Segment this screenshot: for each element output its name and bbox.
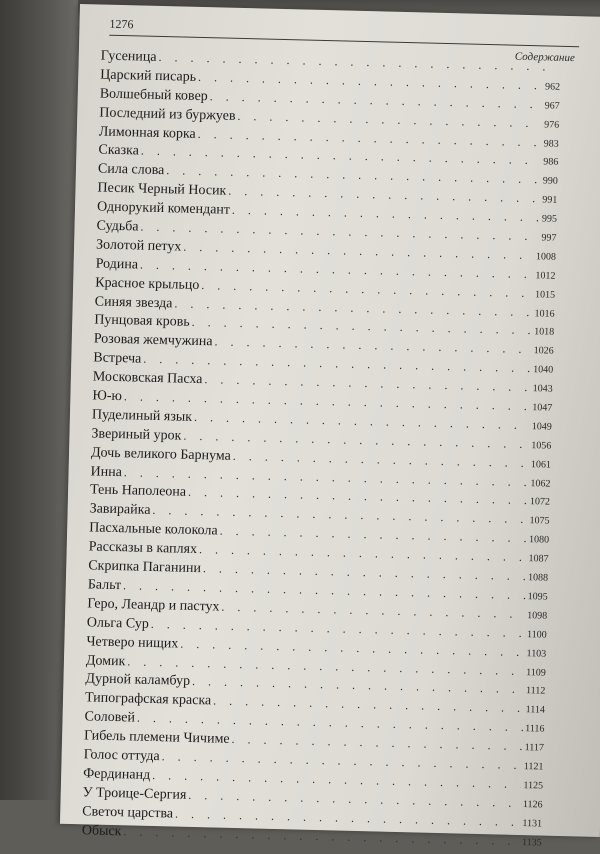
toc-entry-page-number: 1026 xyxy=(533,345,554,358)
toc-entry-page-number: 990 xyxy=(542,175,558,188)
toc-entry-page-number: 967 xyxy=(544,100,560,112)
toc-entry-page-number: 1080 xyxy=(528,534,550,546)
toc-entry-title: У Троице-Сергия xyxy=(82,785,187,803)
running-head: Содержание xyxy=(514,50,575,65)
toc-entry-page-number: 1126 xyxy=(522,798,543,811)
toc-entry-title: Пунцовая кровь xyxy=(94,312,190,331)
toc-entry-title: Лимонная корка xyxy=(98,124,196,142)
toc-entry-title: Песик Черный Носик xyxy=(97,180,227,199)
toc-entry-title: Золотой петух xyxy=(95,237,182,255)
toc-entry-title: Царский писарь xyxy=(100,67,197,85)
toc-entry-title: Ю-ю xyxy=(92,388,123,405)
toc-entry-title: Типографская краска xyxy=(84,690,212,709)
toc-entry-page-number: 1047 xyxy=(532,402,553,414)
toc-entry-page-number: 1103 xyxy=(526,647,547,660)
toc-entry-title: Бальт xyxy=(87,577,122,594)
toc-entry-title: Завирайка xyxy=(89,501,151,519)
toc-entry-page-number: 1043 xyxy=(532,383,553,395)
table-of-contents xyxy=(82,47,561,851)
toc-entry-title: Однорукий комендант xyxy=(96,199,231,218)
toc-entry-title: Волшебный ковер xyxy=(99,86,208,104)
toc-entry-title: Синяя звезда xyxy=(94,294,173,311)
toc-entry-title: Обыск xyxy=(81,822,122,839)
toc-entry-page-number: 1056 xyxy=(531,439,552,452)
toc-entry-title: Сказка xyxy=(98,142,140,159)
toc-entry-page-number: 1109 xyxy=(526,666,546,679)
toc-entry-page-number: 995 xyxy=(541,213,558,225)
header-rule xyxy=(109,35,579,47)
toc-entry-page-number: 1098 xyxy=(527,609,548,622)
toc-entry-page-number: 1088 xyxy=(527,572,549,584)
toc-entry-page-number: 991 xyxy=(542,194,558,206)
toc-entry-title: Голос оттуда xyxy=(83,747,160,765)
toc-entry-page-number: 1100 xyxy=(526,628,547,641)
toc-entry-title: Московская Пасха xyxy=(92,369,203,388)
toc-entry-page-number: 962 xyxy=(544,81,561,93)
toc-entry-title: Четверо нищих xyxy=(86,633,179,652)
toc-entry-page-number: 997 xyxy=(541,232,557,244)
toc-entry-title: Красное крыльцо xyxy=(95,275,200,293)
toc-entry-page-number: 1072 xyxy=(529,496,551,509)
toc-entry-title: Дурной каламбур xyxy=(85,671,191,690)
toc-entry-title: Геро, Леандр и пастух xyxy=(87,596,220,615)
toc-entry-page-number: 1087 xyxy=(528,553,549,565)
toc-entry-page-number: 983 xyxy=(543,137,559,150)
toc-entry-page-number: 1062 xyxy=(530,477,551,490)
toc-entry-page-number: 1125 xyxy=(523,779,544,792)
toc-entry-title: Фердинанд xyxy=(83,766,151,783)
toc-entry-title: Дочь великого Барнума xyxy=(90,445,232,464)
toc-entry-title: Тень Наполеона xyxy=(89,482,187,501)
toc-entry-title: Скрипка Паганини xyxy=(88,558,202,577)
toc-entry-title: Домик xyxy=(85,652,126,669)
toc-entry-title: Судьба xyxy=(96,218,139,235)
toc-entry-page-number: 1012 xyxy=(535,270,556,282)
toc-entry-page-number: 1095 xyxy=(527,591,548,603)
book-page xyxy=(60,4,600,849)
toc-entry-page-number: 1016 xyxy=(534,307,555,320)
toc-entry-page-number: 1135 xyxy=(521,836,542,849)
toc-entry-page-number: 1008 xyxy=(535,251,557,263)
toc-entry-page-number: 986 xyxy=(543,156,559,169)
page-number: 1276 xyxy=(109,16,134,32)
toc-entry-title: Встреча xyxy=(93,350,142,367)
toc-entry-title: Рассказы в каплях xyxy=(88,539,198,558)
toc-entry-title: Последний из буржуев xyxy=(99,105,236,124)
toc-entry-page-number: 1112 xyxy=(525,685,546,697)
toc-entry-page-number: 1116 xyxy=(525,723,545,735)
toc-entry-title: Пуделиный язык xyxy=(91,407,193,425)
toc-entry-title: Родина xyxy=(95,256,139,273)
toc-entry-page-number: 1018 xyxy=(533,326,555,339)
toc-entry-title: Розовая жемчужина xyxy=(93,331,213,350)
toc-entry-page-number: 1075 xyxy=(529,515,550,527)
toc-entry-title: Светоч царства xyxy=(82,803,174,822)
toc-entry-title: Звериный урок xyxy=(91,426,182,444)
toc-entry-title: Сила слова xyxy=(97,161,165,179)
toc-entry-title: Ольга Сур xyxy=(86,615,149,632)
toc-entry-page-number: 1117 xyxy=(524,742,545,754)
toc-entry-page-number: 1121 xyxy=(523,761,544,773)
toc-entry-title: Пасхальные колокола xyxy=(89,520,218,539)
toc-entry-page-number: 1114 xyxy=(525,704,546,716)
toc-entry-page-number: 1061 xyxy=(530,458,552,471)
toc-entry-title: Инна xyxy=(90,463,123,480)
toc-entry-page-number: 1040 xyxy=(533,364,554,376)
toc-entry-page-number: 976 xyxy=(544,119,560,131)
toc-entry-title: Гусеница xyxy=(100,48,157,65)
toc-entry-page-number: 1131 xyxy=(522,817,543,830)
toc-entry-title: Соловей xyxy=(84,709,136,726)
toc-entry-page-number: 1015 xyxy=(534,288,556,301)
toc-entry-title: Гибель племени Чичиме xyxy=(83,728,230,747)
toc-entry-page-number: 1049 xyxy=(531,421,552,433)
